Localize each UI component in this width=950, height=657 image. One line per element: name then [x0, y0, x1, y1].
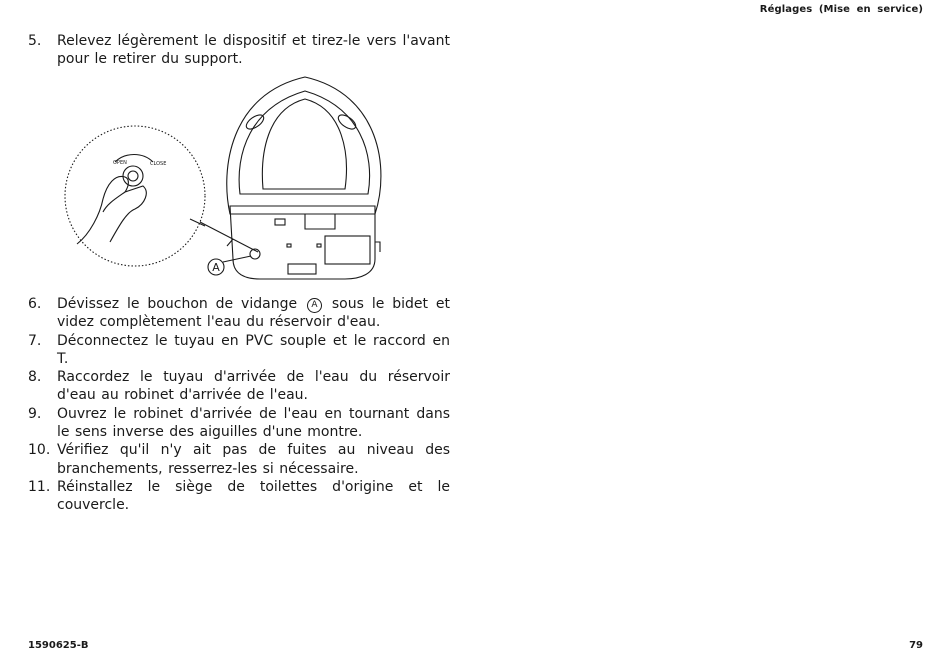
step-item	[28, 405, 450, 442]
hand-outline	[77, 176, 146, 244]
step-item	[28, 332, 450, 369]
step-number: 8.	[28, 369, 42, 386]
step-item	[28, 441, 450, 478]
step-number: 9.	[28, 405, 42, 422]
bidet-base-housing	[230, 206, 375, 279]
step-text: Déconnectez le tuyau en PVC souple et le raccord en T.	[57, 332, 450, 367]
step-number: 11.	[28, 478, 51, 495]
bidet-drain-illustration	[55, 74, 390, 284]
seat-opening	[262, 99, 346, 189]
valve-detail-circle	[65, 126, 205, 266]
callout-a-inline: A	[307, 298, 322, 313]
step-text-after: sous le bidet et videz complètement l'eau du réservoir d'eau.	[57, 296, 450, 331]
steps-list-top	[28, 32, 450, 69]
step-text: Raccordez le tuyau d'arrivée de l'eau du réservoir d'eau au robinet d'arrivée de l'eau.	[57, 369, 450, 404]
step-item	[28, 32, 450, 69]
step-number: 7.	[28, 332, 42, 349]
seat-inner-ring	[239, 91, 370, 194]
document-number: 1590625-B	[28, 640, 89, 651]
step-item	[28, 368, 450, 405]
step-text: Vérifiez qu'il n'y ait pas de fuites au niveau des branchements, resserrez-les si nécessaire.	[57, 442, 450, 477]
callout-a-label: A	[212, 261, 220, 274]
valve-knob	[123, 166, 143, 186]
page-header: Réglages (Mise en service)	[759, 4, 923, 15]
step-text: Relevez légèrement le dispositif et tirez-le vers l'avant pour le retirer du support.	[57, 33, 450, 68]
step-text: Réinstallez le siège de toilettes d'origine et le couvercle.	[57, 478, 450, 514]
step-text: Ouvrez le robinet d'arrivée de l'eau en tournant dans le sens inverse des aiguilles d'une montre.	[57, 405, 450, 441]
step-item	[28, 295, 450, 332]
step-number: 5.	[28, 33, 42, 49]
step-item	[28, 478, 450, 515]
step-text-before: Dévissez le bouchon de vidange	[57, 296, 298, 312]
steps-list-bottom	[28, 295, 450, 515]
valve-close-label: CLOSE	[150, 161, 167, 167]
leader-line-a	[223, 256, 251, 262]
page-number: 79	[909, 640, 923, 651]
valve-open-label: OPEN	[113, 160, 127, 166]
step-number: 10.	[28, 442, 51, 459]
step-number: 6.	[28, 296, 42, 312]
